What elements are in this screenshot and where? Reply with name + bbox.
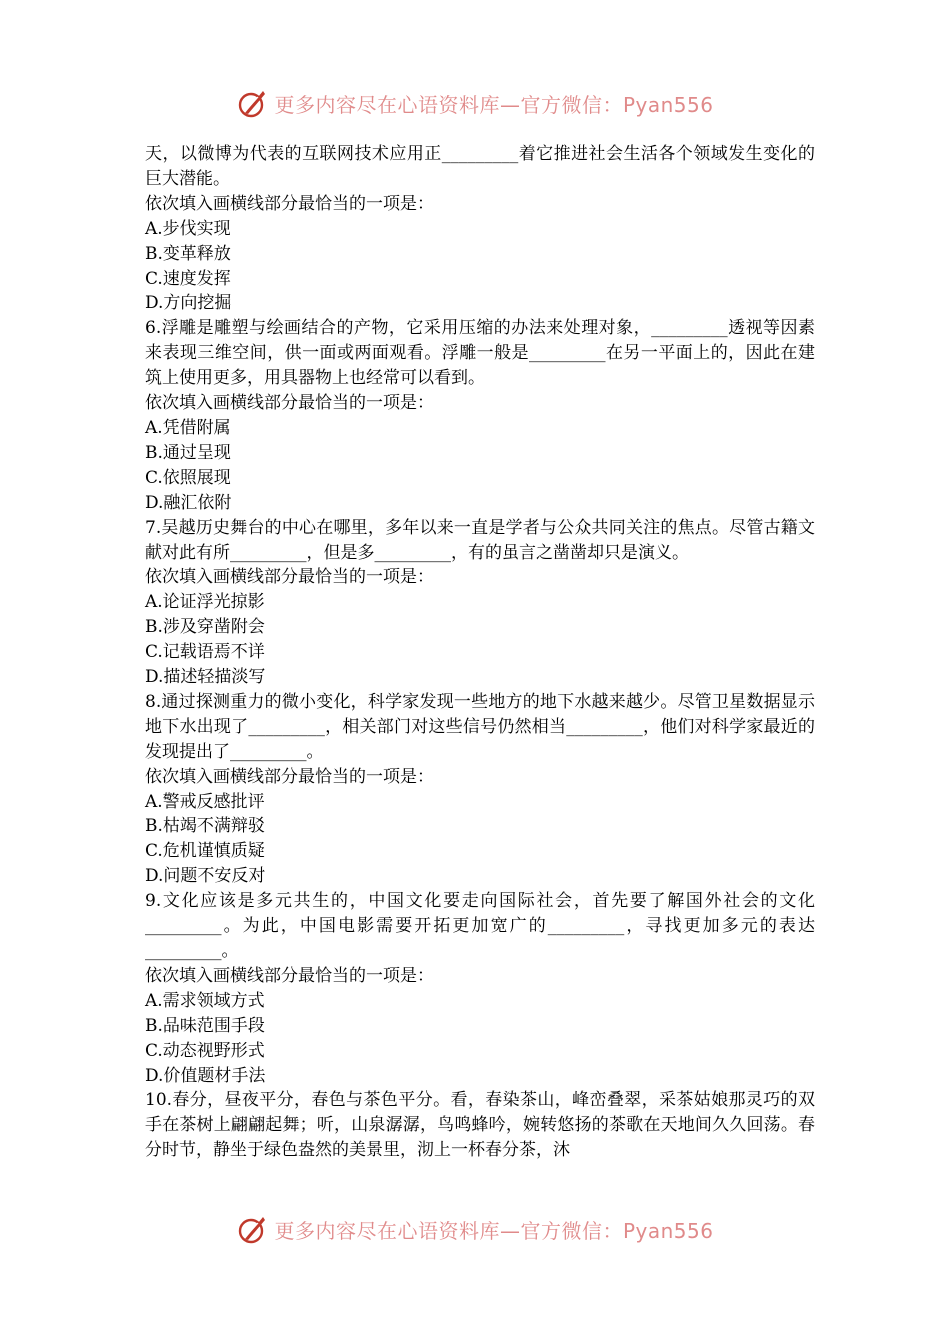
intro-stem: 天，以微博为代表的互联网技术应用正_________着它推进社会生活各个领域发生变化的巨大潜能。 — [145, 144, 815, 189]
intro-prompt: 依次填入画横线部分最恰当的一项是： — [145, 193, 434, 214]
document-body — [145, 142, 815, 1163]
question-7-option-d: D.描述轻描淡写 — [145, 667, 266, 688]
question-8-prompt: 依次填入画横线部分最恰当的一项是： — [145, 766, 434, 787]
question-7-option-b: B.涉及穿凿附会 — [145, 617, 265, 638]
header-banner-text: 更多内容尽在心语资料库—官方微信：Pyan556 — [274, 92, 714, 117]
question-10-stem: 10.春分，昼夜平分，春色与茶色平分。看，春染茶山，峰峦叠翠，采茶姑娘那灵巧的双手在茶树上翩翩起舞；听，山泉潺潺，鸟鸣蜂吟，婉转悠扬的茶歌在天地间久久回荡。春分时节，静坐于绿色盎然的美景里，沏上一杯春分茶，沐 — [145, 1090, 815, 1161]
quill-pen-circle-icon — [236, 86, 270, 120]
question-9-option-a: A.需求领域方式 — [145, 990, 265, 1011]
question-9-option-d: D.价值题材手法 — [145, 1065, 266, 1086]
question-6-prompt: 依次填入画横线部分最恰当的一项是： — [145, 393, 434, 414]
quill-pen-circle-icon — [236, 1212, 270, 1246]
question-6-option-d: D.融汇依附 — [145, 492, 232, 513]
question-7-stem: 7.吴越历史舞台的中心在哪里，多年以来一直是学者与公众共同关注的焦点。尽管古籍文献对此有所_________，但是多_________，有的虽言之凿凿却只是演义。 — [145, 517, 815, 563]
header-banner — [0, 83, 950, 123]
question-8-option-b: B.枯竭不满辩驳 — [145, 816, 265, 837]
question-9-prompt: 依次填入画横线部分最恰当的一项是： — [145, 965, 434, 986]
question-8-option-d: D.问题不安反对 — [145, 866, 266, 887]
question-8-stem: 8.通过探测重力的微小变化，科学家发现一些地方的地下水越来越少。尽管卫星数据显示地下水出现了_________，相关部门对这些信号仍然相当_________，他们对科学家最近的发现提出了_________。 — [145, 691, 815, 762]
question-6-stem: 6.浮雕是雕塑与绘画结合的产物，它采用压缩的办法来处理对象，_________透视等因素来表现三维空间，供一面或两面观看。浮雕一般是_________在另一平面上的，因此在建筑上使用更多，用具器物上也经常可以看到。 — [145, 318, 815, 389]
footer-banner-text: 更多内容尽在心语资料库—官方微信：Pyan556 — [274, 1218, 714, 1243]
question-6-option-b: B.通过呈现 — [145, 442, 231, 463]
question-9-stem: 9.文化应该是多元共生的，中国文化要走向国际社会，首先要了解国外社会的文化_________。为此，中国电影需要开拓更加宽广的_________，寻找更加多元的表达_________。 — [145, 891, 815, 961]
intro-option-a: A.步伐实现 — [145, 218, 231, 239]
question-6-option-a: A.凭借附属 — [145, 417, 231, 438]
question-6-option-c: C.依照展现 — [145, 467, 231, 488]
question-7-option-a: A.论证浮光掠影 — [145, 592, 265, 613]
question-9-option-c: C.动态视野形式 — [145, 1040, 265, 1061]
intro-option-b: B.变革释放 — [145, 243, 231, 264]
intro-option-c: C.速度发挥 — [145, 268, 231, 289]
question-7-prompt: 依次填入画横线部分最恰当的一项是： — [145, 567, 434, 588]
footer-banner — [0, 1209, 950, 1249]
question-7-option-c: C.记载语焉不详 — [145, 642, 265, 663]
question-8-option-c: C.危机谨慎质疑 — [145, 841, 265, 862]
question-8-option-a: A.警戒反感批评 — [145, 791, 265, 812]
question-9-option-b: B.品味范围手段 — [145, 1015, 265, 1036]
intro-option-d: D.方向挖掘 — [145, 293, 232, 314]
